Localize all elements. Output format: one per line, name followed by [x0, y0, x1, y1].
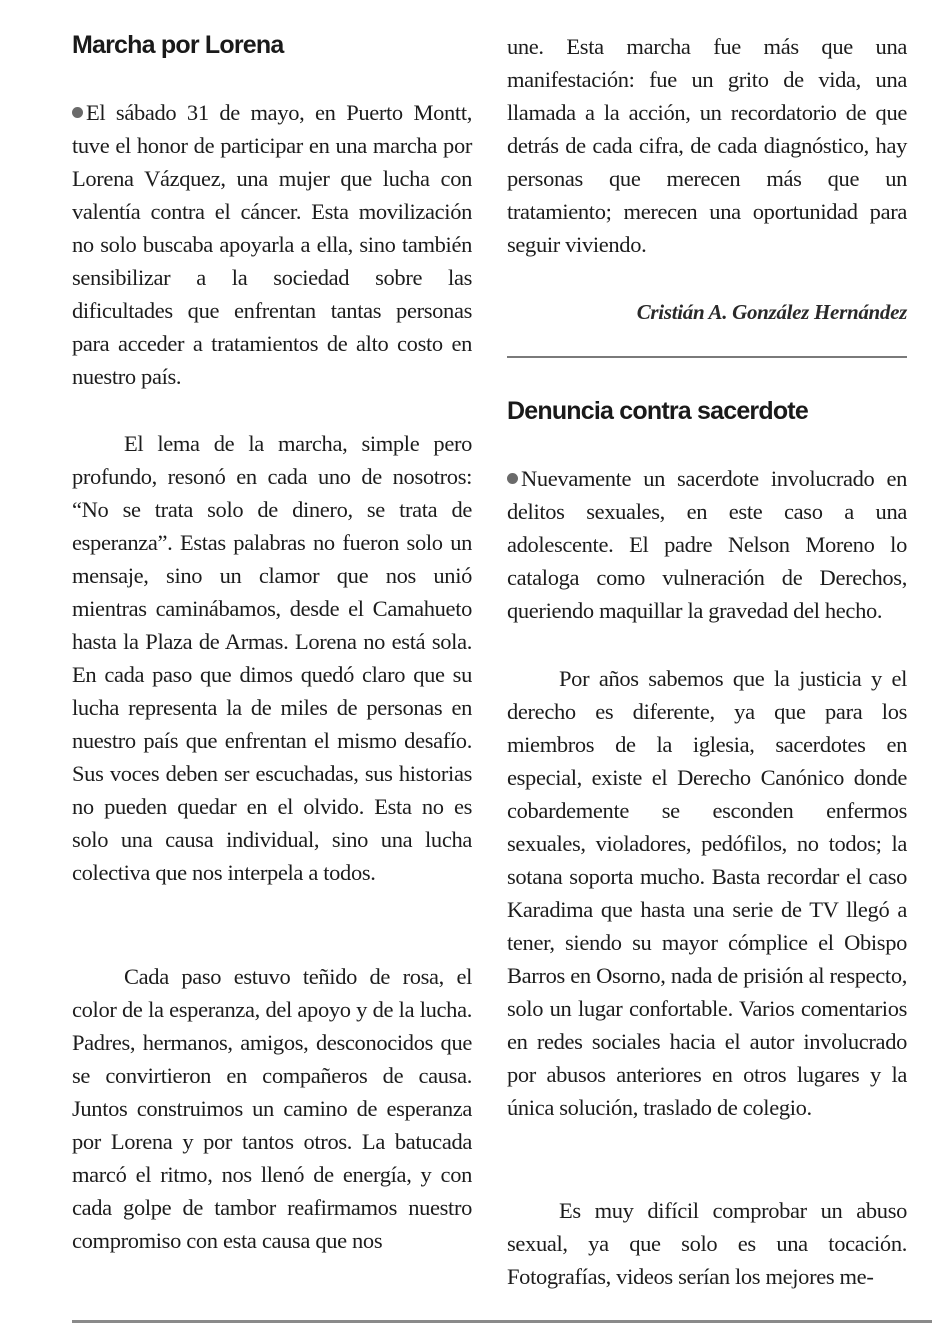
letter-1-paragraph-3: Cada paso estuvo teñido de rosa, el color de la esperanza, del apoyo y de la lucha. Padres, hermanos, amigos, desconocidos que se convirtieron en compañeros de causa. Juntos construimos un camino de esperanza por Lorena y por tantos otros. La batucada marcó el ritmo, nos llenó de energía, y con cada golpe de tambor reafirmamos nuestro compromiso con esta causa que nos: [72, 964, 472, 1253]
bullet-icon: [72, 107, 83, 118]
letter-title-denuncia: Denuncia contra sacerdote: [507, 397, 808, 425]
letter-1-paragraph-4: une. Esta marcha fue más que una manifestación: fue un grito de vida, una llamada a la acción, un recordatorio de que detrás de cada cifra, de cada diagnóstico, hay personas que merecen más que un tratamiento; merecen una oportunidad para seguir viviendo.: [507, 34, 907, 257]
letter-title-marcha: Marcha por Lorena: [72, 31, 284, 59]
page-bottom-rule: [72, 1320, 932, 1323]
section-divider: [507, 356, 907, 358]
letter-1-signature: Cristián A. González Hernández: [636, 300, 907, 324]
letter-2-paragraph-1-text: Nuevamente un sacerdote involucrado en delitos sexuales, en este caso a una adolescente. El padre Nelson Moreno lo cataloga como vulneración de Derechos, queriendo maquillar la gravedad del hecho.: [507, 466, 907, 623]
letter-1-paragraph-2: El lema de la marcha, simple pero profundo, resonó en cada uno de nosotros: “No se trata solo de dinero, se trata de esperanza”. Estas palabras no fueron solo un mensaje, sino un clamor que nos unió mientras caminábamos, desde el Camahueto hasta la Plaza de Armas. Lorena no está sola. En cada paso que dimos quedó claro que su lucha representa la de miles de personas en nuestro país que enfrentan el mismo desafío. Sus voces deben ser escuchadas, sus historias no pueden quedar en el olvido. Esta no es solo una causa individual, sino una lucha colectiva que nos interpela a todos.: [72, 431, 472, 885]
bullet-icon: [507, 473, 518, 484]
letter-1-paragraph-1: [72, 96, 472, 393]
letter-2-paragraph-1: [507, 462, 907, 627]
letter-2-paragraph-2: Por años sabemos que la justicia y el derecho es diferente, ya que para los miembros de la iglesia, sacerdotes en especial, existe el Derecho Canónico donde cobardemente se esconden enfermos sexuales, violadores, pedófilos, no todos; la sotana soporta mucho. Basta recordar el caso Karadima que hasta una serie de TV llegó a tener, siendo su mayor cómplice el Obispo Barros en Osorno, nada de prisión al respecto, solo un lugar confortable. Varios comentarios en redes sociales hacia el autor involucrado por abusos anteriores en otros lugares y la única solución, traslado de colegio.: [507, 666, 907, 1120]
letter-2-paragraph-3: Es muy difícil comprobar un abuso sexual, ya que solo es una tocación. Fotografías, videos serían los mejores me-: [507, 1198, 907, 1289]
letter-1-paragraph-1-text: El sábado 31 de mayo, en Puerto Montt, tuve el honor de participar en una marcha por Lorena Vázquez, una mujer que lucha con valentía contra el cáncer. Esta movilización no solo buscaba apoyarla a ella, sino también sensibilizar a la sociedad sobre las dificultades que enfrentan tantas personas para acceder a tratamientos de alto costo en nuestro país.: [72, 100, 472, 389]
